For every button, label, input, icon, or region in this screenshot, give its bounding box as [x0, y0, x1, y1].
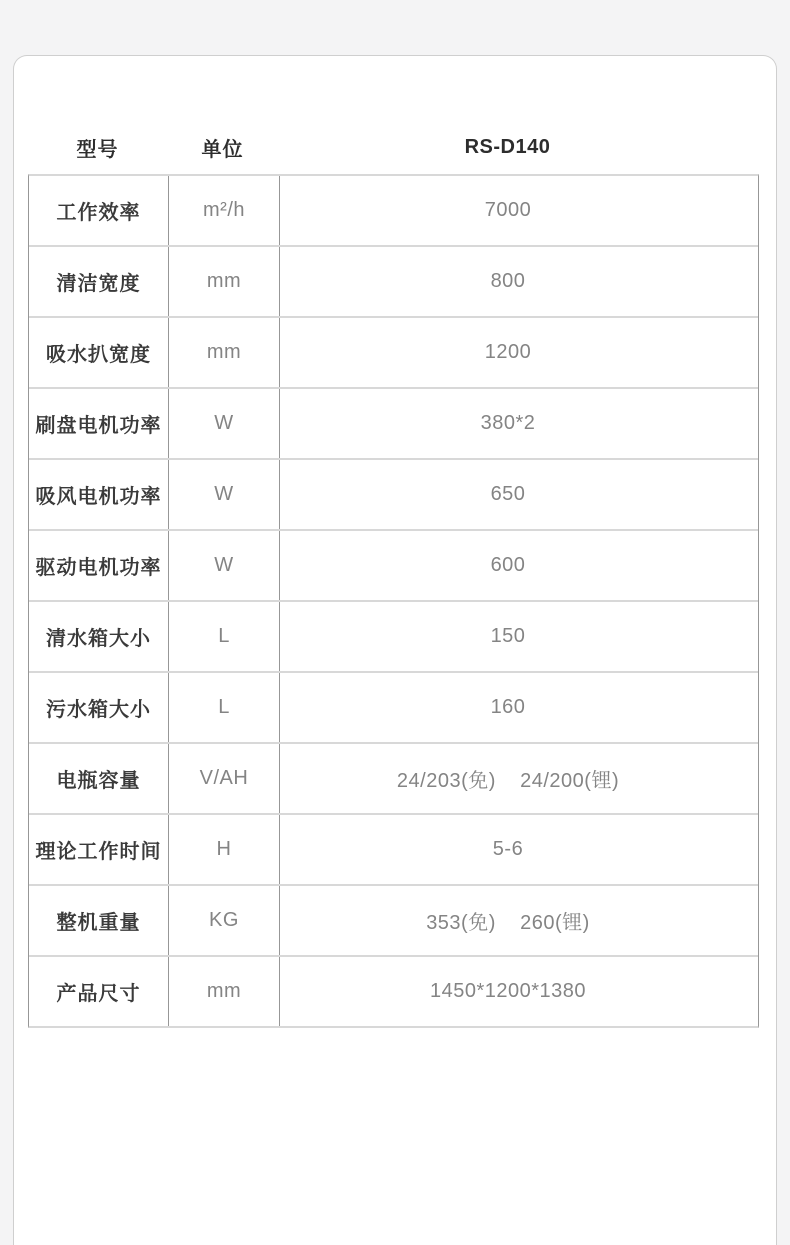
spec-unit: KG: [168, 886, 279, 955]
spec-unit: L: [168, 673, 279, 742]
table-row: [29, 318, 758, 389]
spec-name: 吸水扒宽度: [46, 344, 151, 366]
spec-value: 353(免) 260(锂): [279, 886, 758, 955]
spec-unit: V/AH: [168, 744, 279, 813]
spec-unit: W: [168, 531, 279, 600]
table-row: [29, 673, 758, 744]
spec-unit: W: [168, 460, 279, 529]
spec-value: 150: [279, 602, 758, 671]
spec-value: 7000: [279, 176, 758, 245]
spec-card: [13, 55, 777, 1245]
spec-value: 650: [279, 460, 758, 529]
spec-name: 污水箱大小: [46, 699, 151, 721]
spec-unit: L: [168, 602, 279, 671]
spec-name: 清洁宽度: [56, 273, 141, 295]
spec-name: 整机重量: [56, 912, 141, 934]
table-row: [29, 744, 758, 815]
spec-value: 800: [279, 247, 758, 316]
table-row: [29, 957, 758, 1026]
spec-unit: mm: [168, 957, 279, 1026]
spec-name: 理论工作时间: [35, 841, 162, 863]
spec-value: 24/203(免) 24/200(锂): [279, 744, 758, 813]
table-row: [29, 815, 758, 886]
header-unit-label: 单位: [201, 138, 244, 161]
header-model-value: RS-D140: [464, 135, 551, 158]
spec-unit: mm: [168, 318, 279, 387]
spec-name: 驱动电机功率: [35, 557, 162, 579]
table-row: [29, 531, 758, 602]
table-row: [29, 389, 758, 460]
table-row: [29, 460, 758, 531]
spec-name: 电瓶容量: [56, 770, 141, 792]
spec-unit: mm: [168, 247, 279, 316]
spec-name: 清水箱大小: [46, 628, 151, 650]
table-row: [29, 176, 758, 247]
spec-unit: H: [168, 815, 279, 884]
spec-value: 5-6: [279, 815, 758, 884]
spec-table: [28, 174, 759, 1028]
header-model-label: 型号: [76, 138, 119, 161]
spec-table-header: [28, 120, 759, 174]
table-row: [29, 247, 758, 318]
spec-unit: m²/h: [168, 176, 279, 245]
spec-name: 工作效率: [56, 202, 141, 224]
table-row: [29, 602, 758, 673]
spec-sheet: [28, 120, 759, 1028]
table-row: [29, 886, 758, 957]
spec-value: 380*2: [279, 389, 758, 458]
spec-unit: W: [168, 389, 279, 458]
spec-name: 产品尺寸: [56, 983, 141, 1005]
spec-value: 1200: [279, 318, 758, 387]
spec-name: 刷盘电机功率: [35, 415, 162, 437]
spec-value: 600: [279, 531, 758, 600]
spec-value: 160: [279, 673, 758, 742]
spec-value: 1450*1200*1380: [279, 957, 758, 1026]
spec-name: 吸风电机功率: [35, 486, 162, 508]
